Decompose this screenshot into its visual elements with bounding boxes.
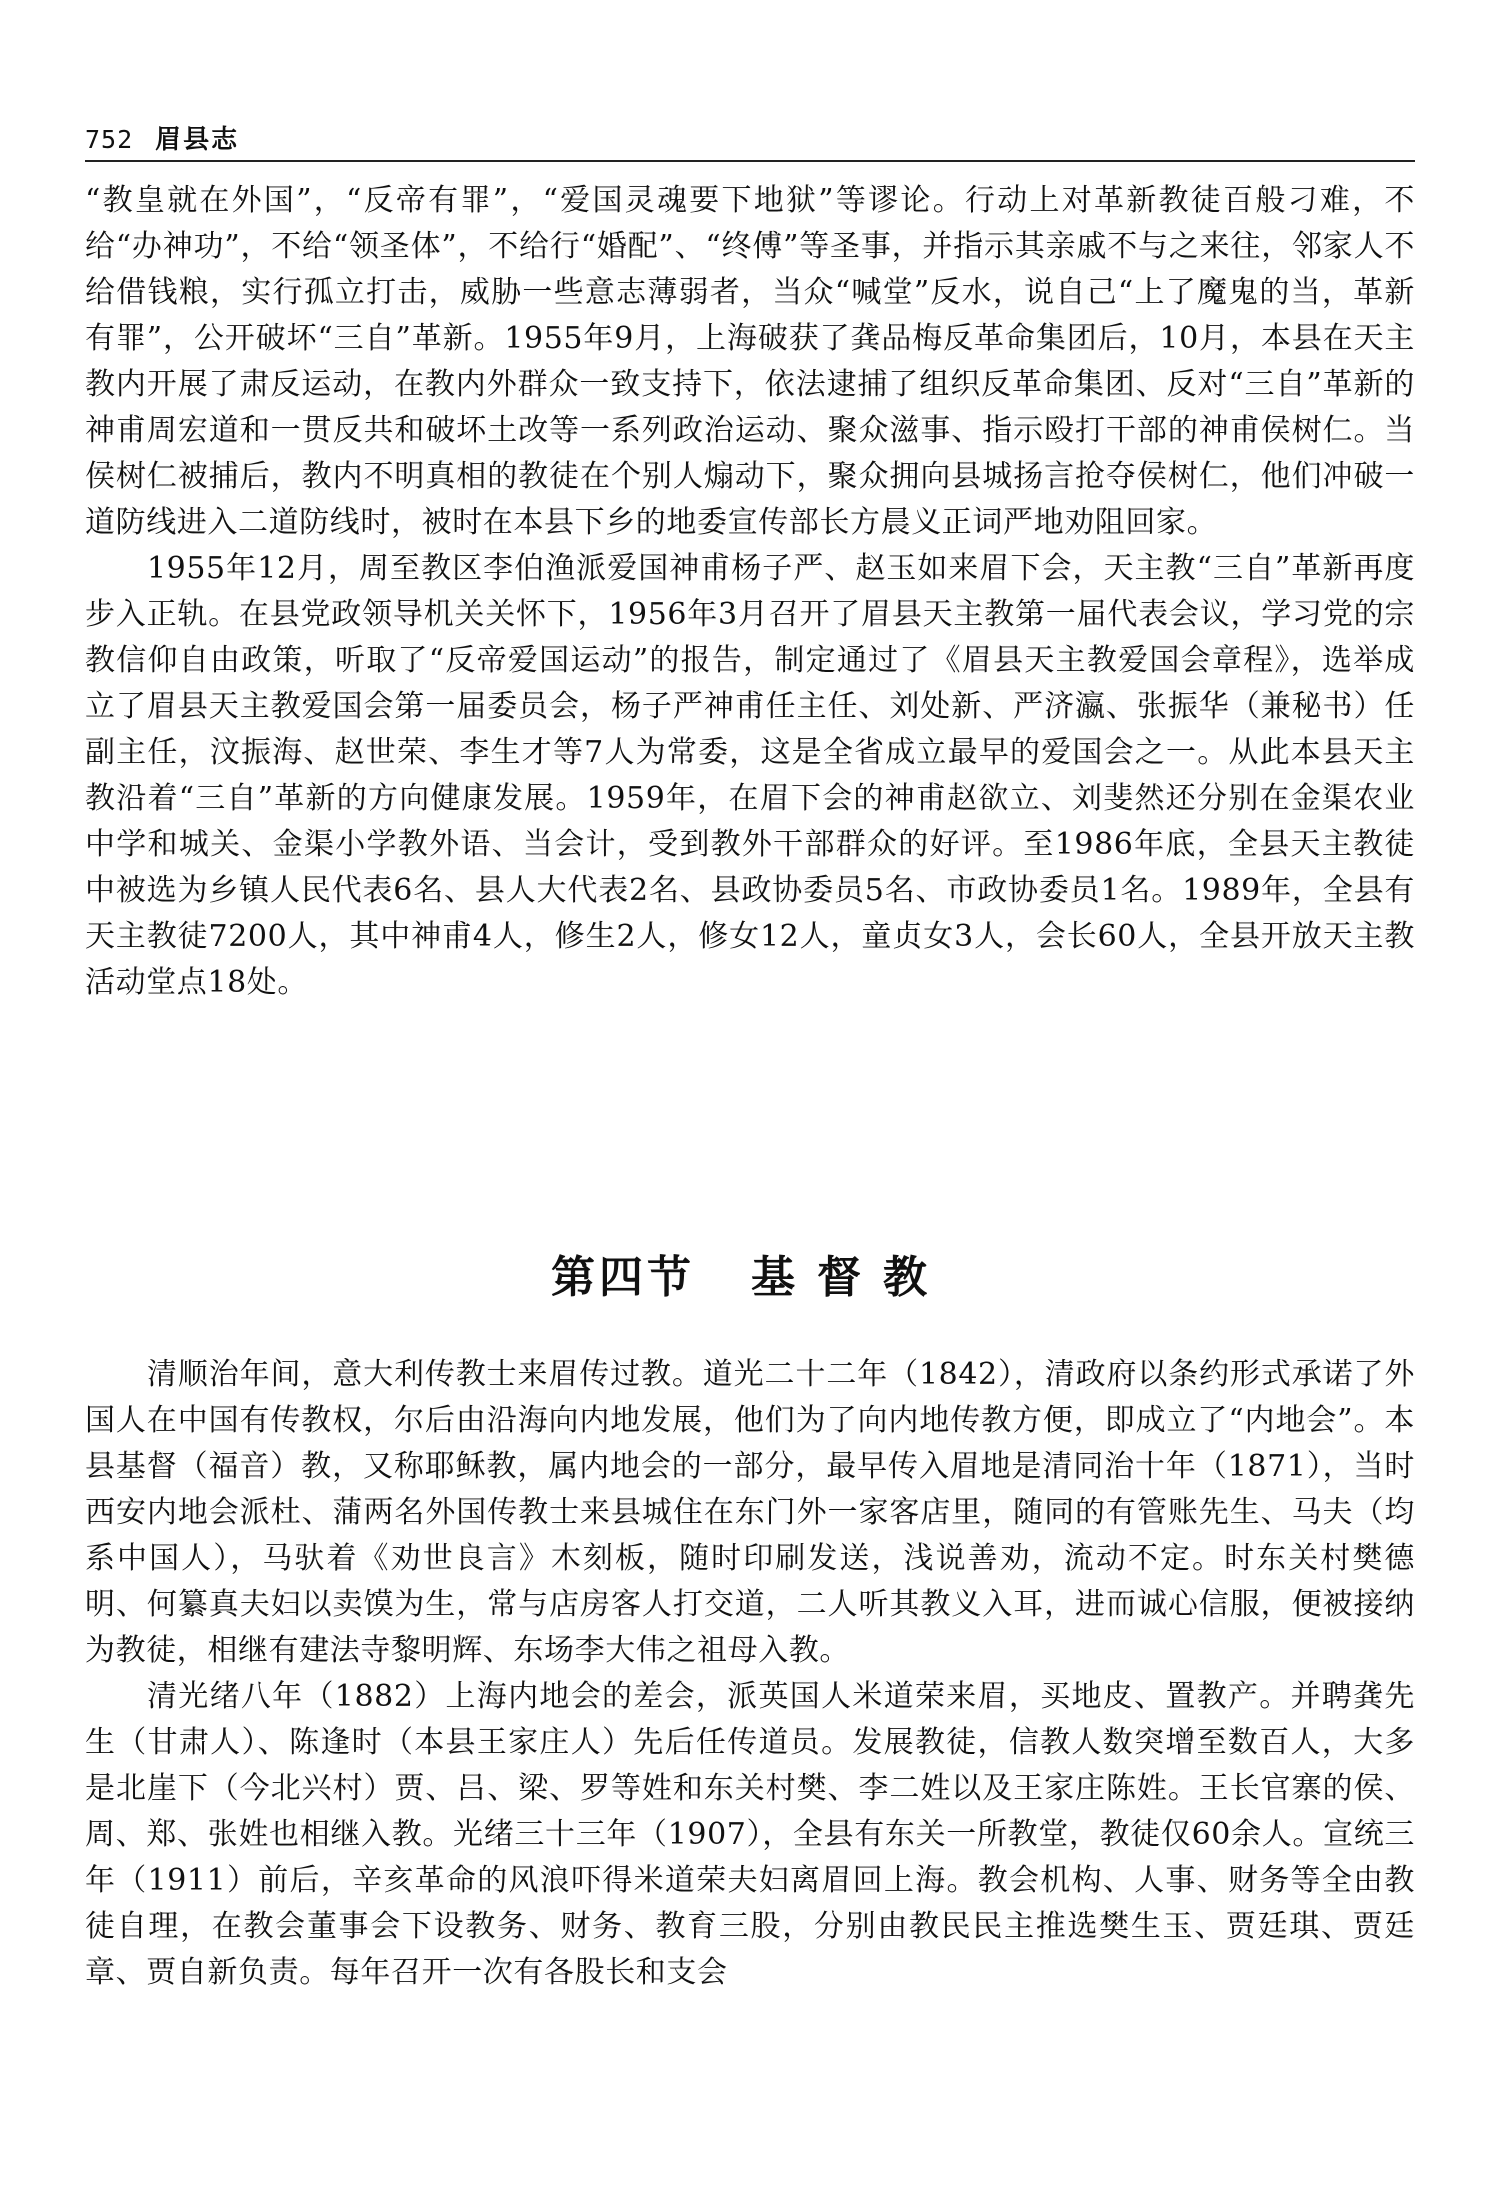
page-number: 752: [85, 125, 134, 154]
section-number: 第四节: [551, 1252, 695, 1303]
body-text-top: [85, 178, 1415, 1006]
section-name: 基督教: [751, 1252, 949, 1303]
book-title: 眉县志: [155, 125, 240, 155]
paragraph: 清顺治年间，意大利传教士来眉传过教。道光二十二年（1842），清政府以条约形式承诺了外国人在中国有传教权，尔后由沿海向内地发展，他们为了向内地传教方便，即成立了“内地会”。本县基督（福音）教，又称耶稣教，属内地会的一部分，最早传入眉地是清同治十年（1871），当时西安内地会派杜、蒲两名外国传教士来县城住在东门外一家客店里，随同的有管账先生、马夫（均系中国人），马驮着《劝世良言》木刻板，随时印刷发送，浅说善劝，流动不定。时东关村樊德明、何纂真夫妇以卖馍为生，常与店房客人打交道，二人听其教义入耳，进而诚心信服，便被接纳为教徒，相继有建法寺黎明辉、东场李大伟之祖母入教。: [85, 1357, 1415, 1668]
section-heading: [0, 1248, 1500, 1308]
running-header: [85, 122, 1415, 162]
body-text-bottom: [85, 1352, 1415, 1996]
paragraph: 清光绪八年（1882）上海内地会的差会，派英国人米道荣来眉，买地皮、置教产。并聘龚先生（甘肃人）、陈逢时（本县王家庄人）先后任传道员。发展教徒，信教人数突增至数百人，大多是北崖下（今北兴村）贾、吕、梁、罗等姓和东关村樊、李二姓以及王家庄陈姓。王长官寨的侯、周、郑、张姓也相继入教。光绪三十三年（1907），全县有东关一所教堂，教徒仅60余人。宣统三年（1911）前后，辛亥革命的风浪吓得米道荣夫妇离眉回上海。教会机构、人事、财务等全由教徒自理，在教会董事会下设教务、财务、教育三股，分别由教民民主推选樊生玉、贾廷琪、贾廷章、贾自新负责。每年召开一次有各股长和支会: [85, 1679, 1415, 1990]
paragraph-continued: “教皇就在外国”，“反帝有罪”，“爱国灵魂要下地狱”等谬论。行动上对革新教徒百般刁难，不给“办神功”，不给“领圣体”，不给行“婚配”、“终傅”等圣事，并指示其亲戚不与之来往，邻家人不给借钱粮，实行孤立打击，威胁一些意志薄弱者，当众“喊堂”反水，说自己“上了魔鬼的当，革新有罪”，公开破坏“三自”革新。1955年9月，上海破获了龚品梅反革命集团后，10月，本县在天主教内开展了肃反运动，在教内外群众一致支持下，依法逮捕了组织反革命集团、反对“三自”革新的神甫周宏道和一贯反共和破坏土改等一系列政治运动、聚众滋事、指示殴打干部的神甫侯树仁。当侯树仁被捕后，教内不明真相的教徒在个别人煽动下，聚众拥向县城扬言抢夺侯树仁，他们冲破一道防线进入二道防线时，被时在本县下乡的地委宣传部长方晨义正词严地劝阻回家。: [85, 183, 1415, 540]
paragraph: 1955年12月，周至教区李伯渔派爱国神甫杨子严、赵玉如来眉下会，天主教“三自”革新再度步入正轨。在县党政领导机关关怀下，1956年3月召开了眉县天主教第一届代表会议，学习党的宗教信仰自由政策，听取了“反帝爱国运动”的报告，制定通过了《眉县天主教爱国会章程》，选举成立了眉县天主教爱国会第一届委员会，杨子严神甫任主任、刘处新、严济瀛、张振华（兼秘书）任副主任，汶振海、赵世荣、李生才等7人为常委，这是全省成立最早的爱国会之一。从此本县天主教沿着“三自”革新的方向健康发展。1959年，在眉下会的神甫赵欲立、刘斐然还分别在金渠农业中学和城关、金渠小学教外语、当会计，受到教外干部群众的好评。至1986年底，全县天主教徒中被选为乡镇人民代表6名、县人大代表2名、县政协委员5名、市政协委员1名。1989年，全县有天主教徒7200人，其中神甫4人，修生2人，修女12人，童贞女3人，会长60人，全县开放天主教活动堂点18处。: [85, 551, 1415, 1000]
